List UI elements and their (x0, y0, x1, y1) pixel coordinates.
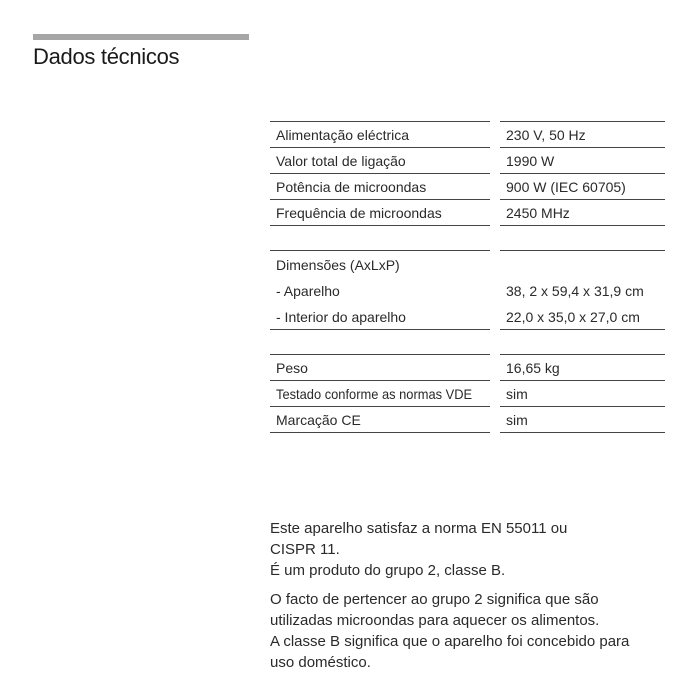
table-divider (270, 329, 490, 330)
table-divider (270, 250, 490, 251)
table-divider (270, 225, 490, 226)
note-line: Este aparelho satisfaz a norma EN 55011 ou (270, 520, 568, 537)
spec-label: Frequência de microondas (276, 205, 442, 221)
table-divider (500, 329, 665, 330)
compliance-note (270, 518, 670, 581)
spec-label: Alimentação eléctrica (276, 127, 410, 143)
note-line: É um produto do grupo 2, classe B. (270, 562, 506, 579)
note-line: utilizadas microondas para aquecer os alimentos. (270, 612, 600, 629)
spec-label: Valor total de ligação (276, 153, 406, 169)
table-divider (500, 432, 665, 433)
spec-label: - Interior do aparelho (276, 309, 406, 325)
spec-value: 16,65 kg (506, 360, 560, 376)
spec-label: Peso (276, 360, 308, 376)
spec-value: 1990 W (506, 153, 555, 169)
note-line: O facto de pertencer ao grupo 2 significa que são (270, 591, 599, 608)
spec-value: 2450 MHz (506, 205, 570, 221)
spec-value: 900 W (IEC 60705) (506, 179, 626, 195)
note-line: uso doméstico. (270, 654, 371, 671)
spec-value: 22,0 x 35,0 x 27,0 cm (506, 309, 640, 325)
spec-value: 38, 2 x 59,4 x 31,9 cm (506, 283, 644, 299)
note-line: A classe B significa que o aparelho foi concebido para (270, 633, 630, 650)
spec-label: - Aparelho (276, 283, 340, 299)
spec-label: Marcação CE (276, 412, 361, 428)
page-title: Dados técnicos (33, 44, 180, 69)
spec-value: sim (506, 386, 528, 402)
table-divider (500, 250, 665, 251)
classification-note (270, 589, 670, 673)
spec-label: Testado conforme as normas VDE (276, 386, 473, 402)
spec-label: Potência de microondas (276, 179, 427, 195)
spec-label: Dimensões (AxLxP) (276, 257, 400, 273)
spec-value: 230 V, 50 Hz (506, 127, 586, 143)
table-divider (270, 432, 490, 433)
table-divider (500, 225, 665, 226)
note-line: CISPR 11. (270, 541, 340, 558)
spec-value: sim (506, 412, 528, 428)
title-accent-bar (33, 34, 249, 40)
